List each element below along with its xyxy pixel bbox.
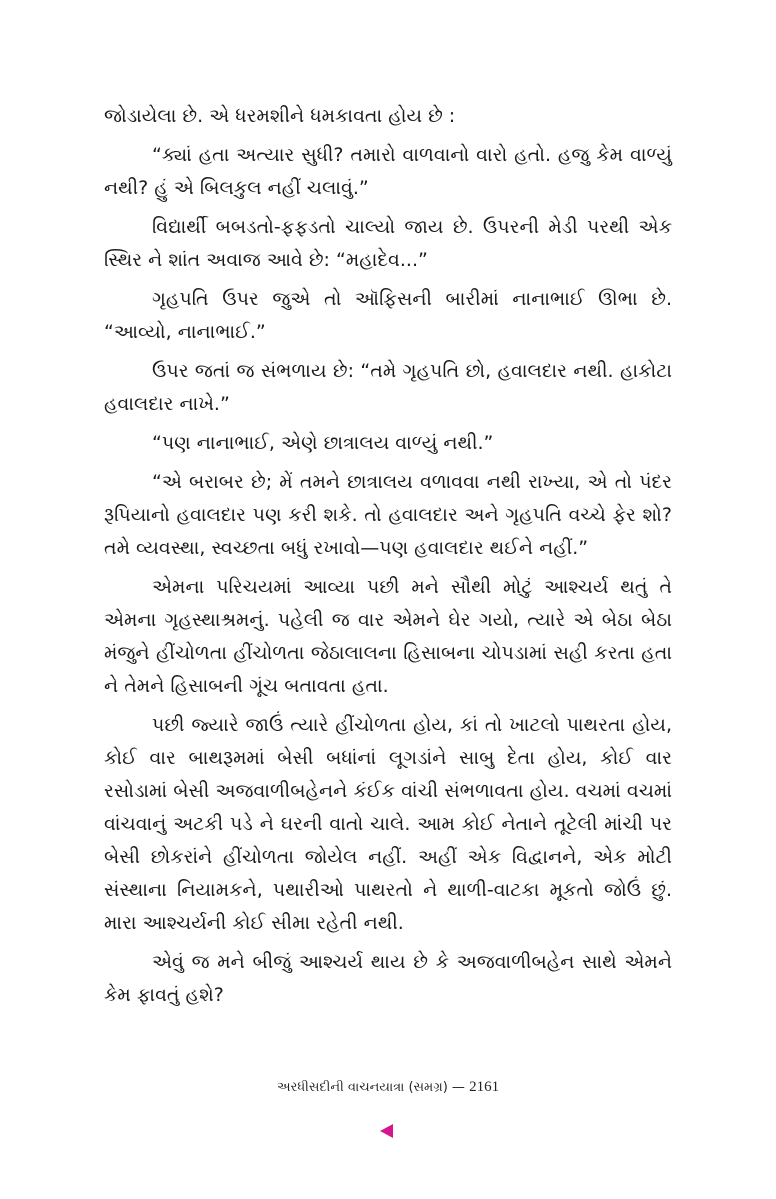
footer-separator: — (451, 1080, 465, 1095)
paragraph-6: “પણ નાનાભાઈ, એણે છાત્રાલય વાળ્યું નથી.” (152, 432, 494, 454)
paragraph-1: જોડાયેલા છે. એ ધરમશીને ધમકાવતા હોય છે : (104, 105, 456, 127)
paragraph-2: “ક્યાં હતા અત્યાર સુધી? તમારો વાળવાનો વારો હતો. હજુ કેમ વાળ્યું નથી? હું એ બિલકુલ નહીં ચલાવું.” (104, 144, 672, 199)
paragraph-8: એમના પરિચયમાં આવ્યા પછી મને સૌથી મોટું આશ્ચર્ય થતું તે એમના ગૃહસ્થાશ્રમનું. પહેલી જ વાર એમને ઘેર ગયો, ત્યારે એ બેઠા બેઠા મંજુને હીંચોળતા હીંચોળતા જેઠાલાલના હિસાબના ચોપડામાં સહી કરતા હતા ને તેમને હિસાબની ગૂંચ બતાવતા હતા. (104, 576, 672, 697)
previous-page-arrow-icon[interactable] (380, 1124, 393, 1138)
page-body (104, 100, 672, 1018)
page-number: 2161 (469, 1079, 500, 1095)
footer-book-title: અરધીસદીની વાચનયાત્રા (સમગ્ર) (276, 1080, 448, 1095)
paragraph-3: વિદ્યાર્થી બબડતો-ફફડતો ચાલ્યો જાય છે. ઉપરની મેડી પરથી એક સ્થિર ને શાંત અવાજ આવે છે: “મહાદેવ...” (104, 216, 672, 271)
page-footer (0, 1079, 776, 1096)
paragraph-10: એવું જ મને બીજું આશ્ચર્ય થાય છે કે અજવાળીબહેન સાથે એમને કેમ ફાવતું હશે? (104, 951, 672, 1006)
paragraph-7: “એ બરાબર છે; મેં તમને છાત્રાલય વળાવવા નથી રાખ્યા, એ તો પંદર રૂપિયાનો હવાલદાર પણ કરી શકે. તો હવાલદાર અને ગૃહપતિ વચ્ચે ફેર શો? તમે વ્યવસ્થા, સ્વચ્છતા બધું રખાવો—પણ હવાલદાર થઈને નહીં.” (104, 471, 672, 559)
paragraph-9: પછી જ્યારે જાઉં ત્યારે હીંચોળતા હોય, કાં તો ખાટલો પાથરતા હોય, કોઈ વાર બાથરૂમમાં બેસી બધાંનાં લૂગડાંને સાબુ દેતા હોય, કોઈ વાર રસોડામાં બેસી અજવાળીબહેનને કંઈક વાંચી સંભળાવતા હોય. વચમાં વચમાં વાંચવાનું અટકી પડે ને ઘરની વાતો ચાલે. આમ કોઈ નેતાને તૂટેલી માંચી પર બેસી છોકરાંને હીંચોળતા જોયેલ નહીં. અહીં એક વિદ્વાનને, એક મોટી સંસ્થાના નિયામકને, પથારીઓ પાથરતો ને થાળી-વાટકા મૂકતો જોઉં છું. મારા આશ્ચર્યની કોઈ સીમા રહેતી નથી. (104, 714, 672, 934)
paragraph-5: ઉપર જતાં જ સંભળાય છે: “તમે ગૃહપતિ છો, હવાલદાર નથી. હાકોટા હવાલદાર નાખે.” (104, 360, 672, 415)
paragraph-4: ગૃહપતિ ઉપર જુએ તો ઑફિસની બારીમાં નાનાભાઈ ઊભા છે. “આવ્યો, નાનાભાઈ.” (104, 288, 672, 343)
